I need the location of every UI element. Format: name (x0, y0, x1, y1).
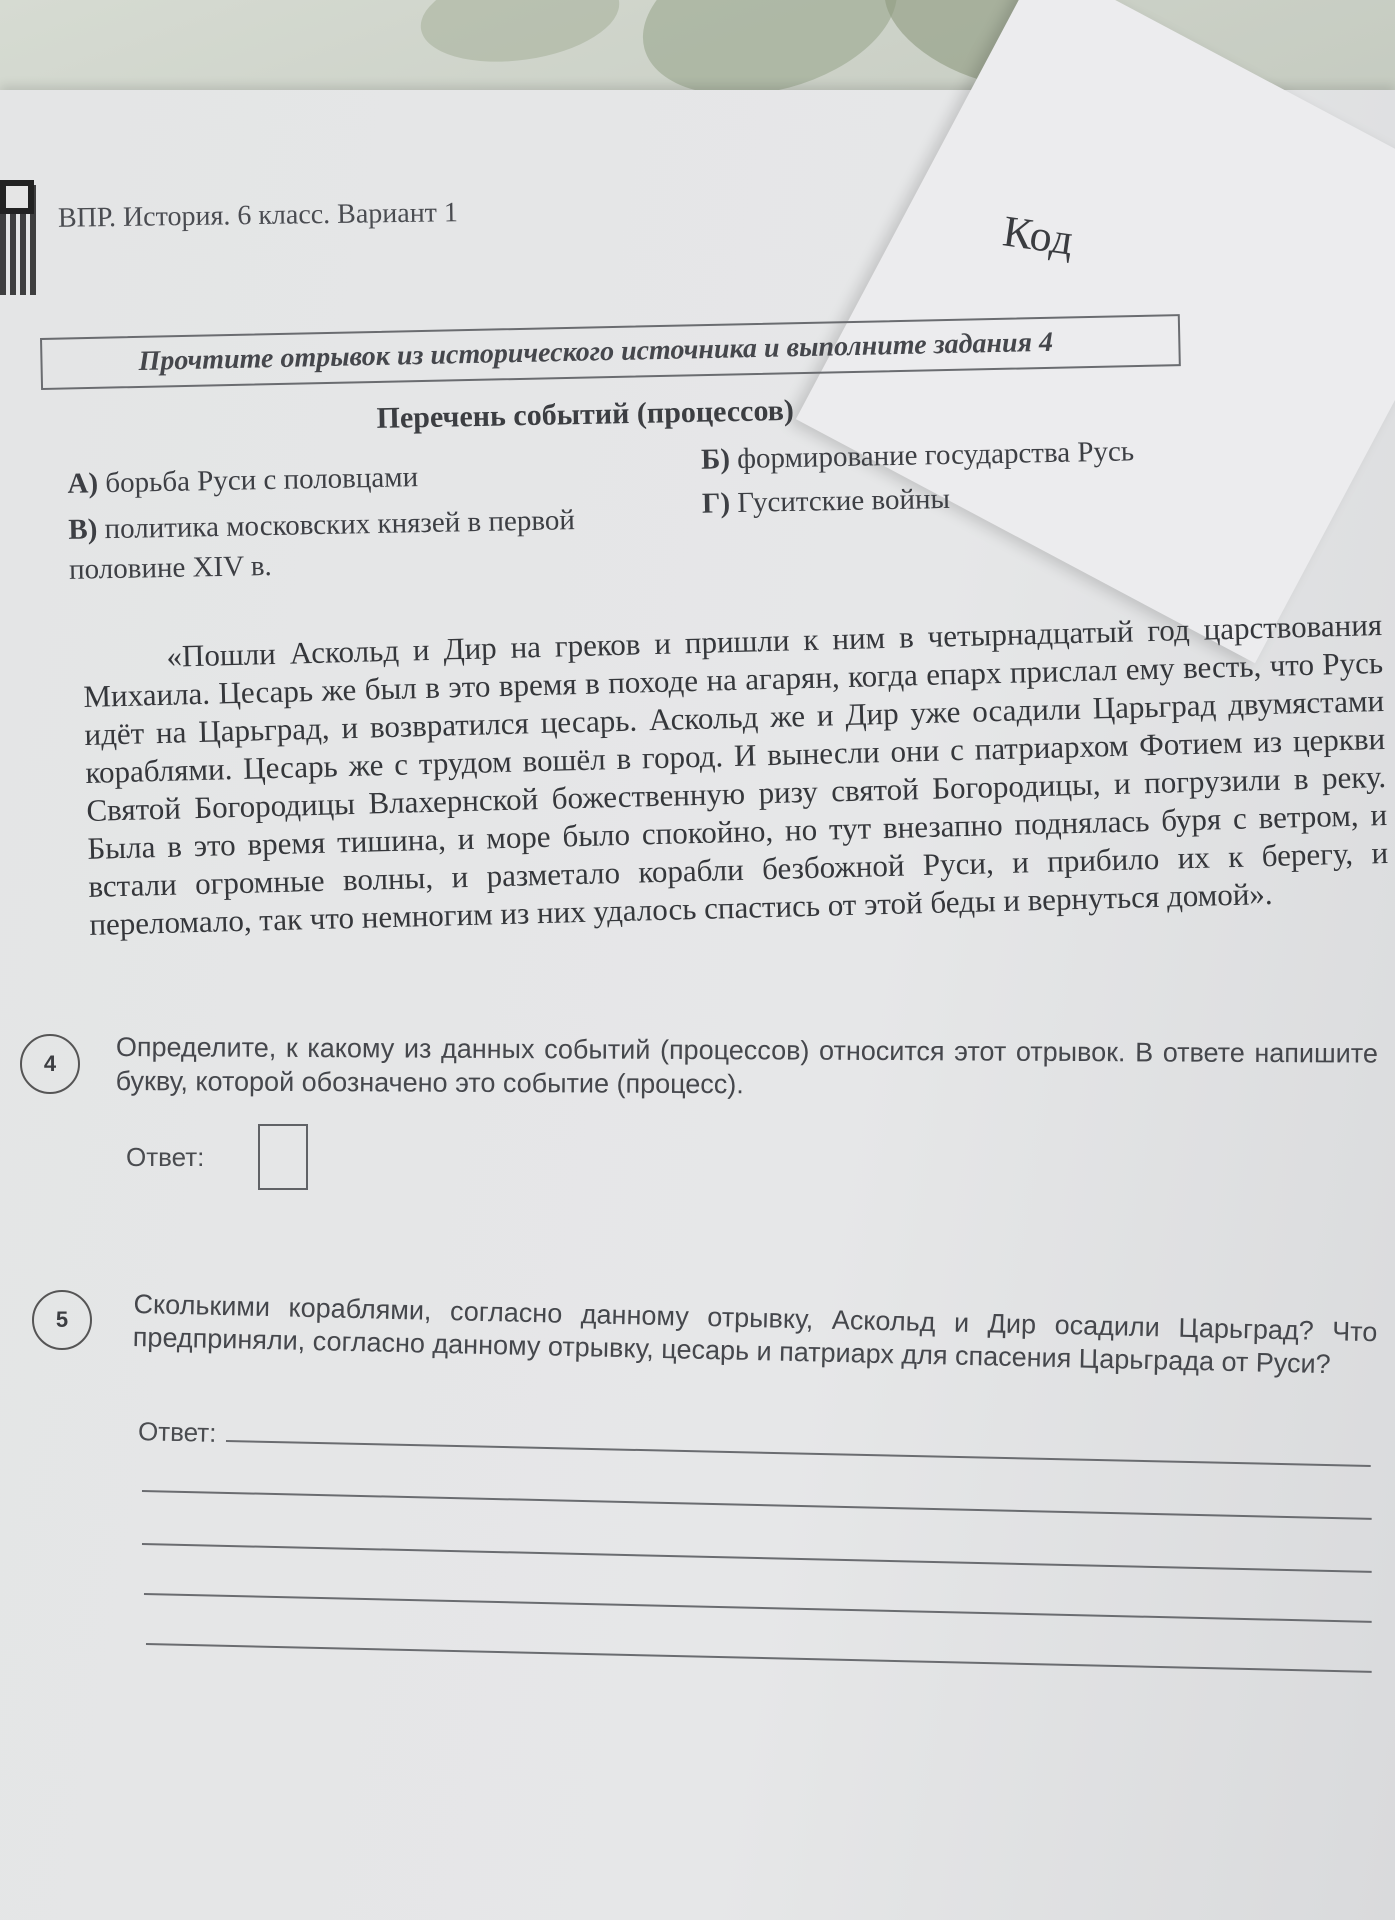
event-text: борьба Руси с половцами (105, 461, 419, 500)
question-4-text: Определите, к какому из данных событий (процессов) относится этот отрывок. В ответе напишите букву, которой обозначено это событие (процесс). (115, 1032, 1378, 1100)
event-letter: Г) (701, 487, 731, 520)
event-item (68, 499, 649, 590)
event-text: Гуситские войны (737, 482, 951, 520)
events-list-title: Перечень событий (процессов) (376, 393, 795, 435)
leaf-pattern (415, 0, 626, 73)
page-header: ВПР. История. 6 класс. Вариант 1 (57, 197, 459, 234)
answer-label: Ответ: (137, 1416, 217, 1448)
event-letter: А) (67, 467, 99, 500)
event-item (702, 483, 951, 521)
question-5-text: Сколькими кораблями, согласно данному отрывку, Аскольд и Дир осадили Царьград? Что предприняли, согласно данному отрывку, цесарь и патриарх для спасения Царьграда от Руси? (132, 1288, 1378, 1380)
event-item (701, 435, 1135, 476)
instruction-text: Прочтите отрывок из исторического источника и выполните задания 4 (138, 326, 1054, 377)
qr-corner-icon (0, 180, 34, 214)
event-text: формирование государства Русь (736, 435, 1135, 476)
answer-label: Ответ: (126, 1142, 205, 1172)
event-text: политика московских князей в первой половине XIV в. (68, 504, 576, 586)
answer-box-input[interactable] (258, 1124, 308, 1190)
events-grid (61, 435, 1213, 602)
event-item (67, 461, 418, 501)
question-number: 5 (32, 1290, 92, 1350)
event-letter: Б) (700, 443, 731, 476)
code-label: Код (999, 206, 1077, 265)
event-letter: В) (68, 513, 98, 546)
events-list (60, 386, 1214, 602)
question-number: 4 (20, 1034, 80, 1094)
source-passage: «Пошли Аскольд и Дир на греков и пришли к ним в четырнадцатый год царствования Михаила. Цесарь же был в это время в походе на агарян, когда епарх прислал ему весть, что Русь идёт на Царьград, и возвратился цесарь. Аскольд же и Дир уже осадили Царьград двумястами кораблями. Цесарь же с трудом вошёл в город. И вынесли они с патриархом Фотием из церкви Святой Богородицы Влахернской божественную ризу святой Богородицы, и погрузили в реку. Была в это время тишина, и море было спокойно, но тут внезапно поднялась буря с ветром, и встали огромные волны, и разметало корабли безбожной Руси, и прибило их к берегу, и переломало, так что немногим из них удалось спастись от этой беды и вернуться домой». (83, 606, 1389, 942)
